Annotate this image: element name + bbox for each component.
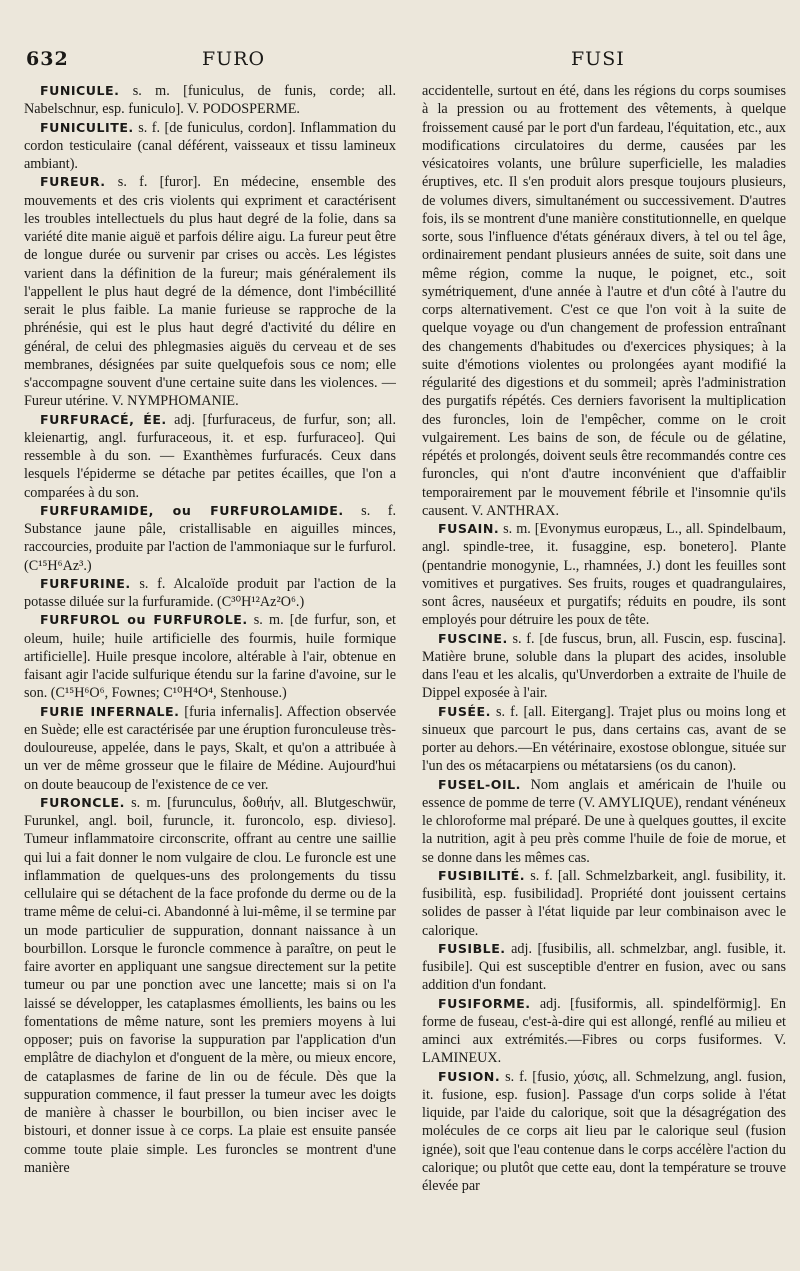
entry-definition: Nom anglais et américain de l'huile ou essence de pomme de terre (V. AMYLIQUE), rendant vénéneux le chloroforme mal préparé. De une à quelques gouttes, il excite la nutrition, agit à peu près comme l'huile de foie de morue, et se donne dans les mêmes cas. <box>422 776 786 866</box>
dictionary-entry <box>24 119 396 174</box>
text-columns <box>24 82 786 1251</box>
dictionary-entry <box>24 82 396 119</box>
entry-headword: FURFURACÉ, ÉE. <box>40 411 167 427</box>
dictionary-entry <box>24 411 396 502</box>
dictionary-entry <box>422 703 786 776</box>
entry-definition: s. f. [fusio, χύσις, all. Schmelzung, angl. fusion, it. fusione, esp. fusion]. Passage d'un corps solide à l'état liquide, par l'aide du calorique, soit que la désagrégation des molécules de ce corps ait lieu par le calorique seul (fusion ignée), soit que l'eau contenue dans le corps accélère l'action du calorique; ou plutôt que cette eau, dont la température se trouve élevée par <box>422 1068 786 1194</box>
page-number: 632 <box>26 48 69 70</box>
entry-headword: FUSIBLE. <box>438 940 506 956</box>
entry-headword: FUSION. <box>438 1068 501 1084</box>
dictionary-entry <box>422 1068 786 1196</box>
right-running-head: FUSI <box>571 48 625 70</box>
entry-definition: s. f. [de fuscus, brun, all. Fuscin, esp. fuscina]. Matière brune, soluble dans la plupart des acides, insoluble dans l'eau et les alcalis, qu'Unverdorben a extraite de l'huile de Dippel exposée à l'air. <box>422 630 786 702</box>
dictionary-entry <box>24 575 396 612</box>
entry-definition: [furia infernalis]. Affection observée en Suède; elle est caractérisée par une éruption furonculeuse très-douloureuse, appelée, dans le pays, Skalt, et qu'on a attribuée à un ver de même grosseur que le filaire de Médine. Aujourd'hui on doute beaucoup de l'existence de ce ver. <box>24 703 396 793</box>
entry-definition: s. f. [de funiculus, cordon]. Inflammation du cordon testiculaire (canal déférent, vaisseaux et tissu lamineux ambiant). <box>24 119 396 172</box>
entry-headword: FURFURAMIDE, ou FURFUROLAMIDE. <box>40 502 344 518</box>
right-column <box>422 82 786 1251</box>
entry-headword: FUSEL-OIL. <box>438 776 521 792</box>
dictionary-entry <box>422 82 786 520</box>
entry-definition: s. f. [furor]. En médecine, ensemble des mouvements et des cris violents qui expriment et caractérisent les troubles intellectuels du plus haut degré de la folie, dans sa variété dite manie aiguë et parfois délire aigu. La fureur peut être de longue durée ou survenir par crises ou accès. Les légistes varient dans la définition de la fureur; mais généralement ils l'appellent le plus haut degré de la démence, dont l'imbécillité serait le plus faible. La manie furieuse se rapproche de la phrénésie, qui est le plus haut degré d'activité du délire en général, de celui des phlegmasies aiguës du cerveau et de ses membranes, désignées par suite quelquefois sous ce nom; elle s'accompagne souvent d'une certaine suite dans les violences. — Fureur utérine. V. NYMPHOMANIE. <box>24 174 396 410</box>
entry-headword: FURONCLE. <box>40 794 125 810</box>
entry-headword: FUNICULITE. <box>40 119 134 135</box>
dictionary-entry <box>422 520 786 630</box>
left-running-head: FURO <box>202 48 266 70</box>
entry-headword: FUREUR. <box>40 174 106 190</box>
dictionary-entry <box>422 995 786 1068</box>
entry-definition: adj. [fusibilis, all. schmelzbar, angl. fusible, it. fusibile]. Qui est susceptible d'entrer en fusion, avec ou sans addition d'un fondant. <box>422 940 786 994</box>
entry-definition: s. f. [all. Eitergang]. Trajet plus ou moins long et sinueux que parcourt le pus, dans certains cas, avant de se porter au dehors.—En vétérinaire, exostose oblongue, située sur l'un des os métacarpiens ou métatarsiens (os du canon). <box>422 703 786 775</box>
dictionary-entry <box>24 794 396 1177</box>
left-column <box>24 82 396 1251</box>
entry-headword: FUNICULE. <box>40 83 120 98</box>
entry-headword: FUSÉE. <box>438 703 491 719</box>
entry-definition: adj. [furfuraceus, de furfur, son; all. kleienartig, angl. furfuraceous, it. et esp. furfuraceo]. Qui ressemble à du son. — Exanthèmes furfuracés. Ceux dans lesquels l'épiderme se détache par petites écailles, que l'on a comparées à du son. <box>24 411 396 501</box>
entry-definition: s. f. Substance jaune pâle, cristallisable en aiguilles minces, raccourcies, produite par l'action de l'ammoniaque sur le furfurol. (C¹⁵H⁶Az³.) <box>24 502 396 574</box>
entry-definition: s. m. [Evonymus europæus, L., all. Spindelbaum, angl. spindle-tree, it. fusaggine, esp. bonetero]. Plante (pentandrie monogynie, L., rhamnées, J.) dont les feuilles sont vomitives et purgatives. Ses fruits, rouges et quadrangulaires, sont âcres, nauséeux et purgatifs; réduits en poudre, ils sont employés pour détruire les poux de tête. <box>422 521 786 629</box>
entry-definition: s. m. [furunculus, δοθιήν, all. Blutgeschwür, Furunkel, angl. boil, furuncle, it. furoncolo, esp. divieso]. Tumeur inflammatoire circonscrite, offrant au centre une saillie qui lui a fait donner le nom vulgaire de clou. Le furoncle est une inflammation de quelques-uns des prolongements du tissu cellulaire qui se détachent de la face profonde du derme ou de la trame même de celui-ci. Abandonné à lui-même, il se termine par un mode particulier de suppuration, donnant naissance à un bourbillon. Lorsque le furoncle commence à paraître, on peut le faire avorter en appliquant une sangsue directement sur la petite tumeur ou par une ponction avec une lancette; mais si on l'a laissé se développer, les cataplasmes émollients, les bains ou les fomentations de même nature, sont les premiers moyens à lui opposer; puis on favorise la suppuration par l'application d'un emplâtre de diachylon et d'onguent de la mère, ou mieux encore, de cataplasmes de farine de lin ou de fécule. Dès que la suppuration commence, il faut presser la tumeur avec les doigts de manière à chasser le bourbillon, ou bien inciser avec le bistouri, et donner issue à ce corps. La plaie est ensuite pansée comme toute plaie simple. Les furoncles se montrent d'une manière <box>24 794 396 1176</box>
dictionary-entry <box>24 611 396 702</box>
entry-headword: FUSCINE. <box>438 630 508 646</box>
dictionary-entry <box>422 867 786 940</box>
dictionary-entry <box>422 940 786 995</box>
entry-definition: s. m. [funiculus, de funis, corde; all. Nabelschnur, esp. funiculo]. V. PODOSPERME. <box>24 83 396 118</box>
entry-definition: s. m. [de furfur, son, et oleum, huile; huile artificielle des fourmis, huile formique artificielle]. Huile presque incolore, altérable à l'air, obtenue en faisant agir l'acide sulfurique étendu sur la farine d'avoine, sur le son. (C¹⁵H⁶O⁶, Fownes; C¹⁰H⁴O⁴, Stenhouse.) <box>24 612 396 702</box>
entry-headword: FURIE INFERNALE. <box>40 703 180 719</box>
dictionary-entry <box>24 502 396 575</box>
dictionary-entry <box>24 703 396 794</box>
entry-headword: FUSIBILITÉ. <box>438 867 526 883</box>
entry-headword: FUSAIN. <box>438 521 500 536</box>
dictionary-entry <box>24 173 396 410</box>
dictionary-entry <box>422 776 786 867</box>
dictionary-entry <box>422 630 786 703</box>
entry-headword: FURFUROL ou FURFUROLE. <box>40 612 248 628</box>
entry-definition: s. f. [all. Schmelzbarkeit, angl. fusibility, it. fusibilità, esp. fusibilidad]. Propriété dont jouissent certains solides de passer à l'état liquide par leur combinaison avec le calorique. <box>422 867 786 939</box>
entry-definition: accidentelle, surtout en été, dans les régions du corps soumises à la pression ou au frottement des vêtements, à quelque froissement causé par le port d'un fardeau, l'équitation, etc., aux modifications circulatoires du derme, causées par les vésicatoires volants, une brûlure superficielle, les maladies éruptives, etc. Il s'en produit alors presque toujours plusieurs, de volumes divers, simultanément ou successivement. D'autres fois, ils se montrent d'une manière constitutionnelle, en quelque sorte, sous l'influence d'états généraux divers, à tel ou tel âge, ordinairement pendant plusieurs années de suite, soit dans une même région, comme la nuque, le poignet, etc., soit symétriquement, d'une année à l'autre et d'un côté à l'autre du corps alternativement. C'est ce que l'on voit à la suite de quelque voyage ou d'un changement de profession entraînant des changements d'habitudes ou d'exercices physiques; à la suite d'émotions violentes ou prolongées ayant modifié la régularité des digestions et du sommeil; après l'administration des purgatifs répétés. Ces derniers favorisent la multiplication des furoncles, loin de l'empêcher, comme on le croit vulgairement. Les bains de son, de fécule ou de gélatine, répétés et prolongés, doivent seuls être recommandés contre ces furoncles, qui n'ont d'autre inconvénient que d'affaiblir temporairement par le mouvement fébrile et l'insomnie qu'ils causent. V. ANTHRAX. <box>422 83 786 519</box>
entry-definition: adj. [fusiformis, all. spindelförmig]. En forme de fuseau, c'est-à-dire qui est allongé, renflé au milieu et aminci aux extrémités.—Fibres ou corps fusiformes. V. LAMINEUX. <box>422 995 786 1067</box>
entry-definition: s. f. Alcaloïde produit par l'action de la potasse diluée sur la furfuramide. (C³⁰H¹²Az²O⁶.) <box>24 575 396 610</box>
page-header <box>24 48 784 74</box>
entry-headword: FURFURINE. <box>40 575 131 591</box>
entry-headword: FUSIFORME. <box>438 995 531 1011</box>
